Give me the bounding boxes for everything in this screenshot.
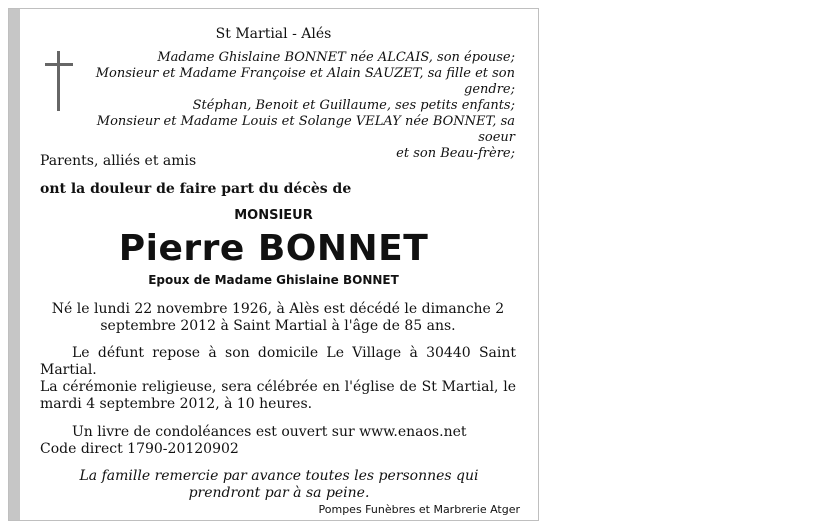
- family-list: [75, 50, 515, 162]
- family-line: et son Beau-frère;: [396, 146, 515, 161]
- thanks-paragraph: [49, 468, 509, 502]
- family-line: Monsieur et Madame Louis et Solange VELAY née BONNET, sa soeur: [96, 114, 515, 145]
- repose-line: Le défunt repose à son domicile Le Village à 30440 Saint Martial.: [40, 345, 516, 378]
- family-line: Monsieur et Madame Françoise et Alain SAUZET, sa fille et son: [95, 66, 515, 81]
- thanks-line: La famille remercie par avance toutes les personnes qui: [79, 468, 479, 484]
- ceremony-line: La cérémonie religieuse, sera célébrée en l'église de St Martial, le mardi 4 septembre 2012, à 10 heures.: [40, 379, 516, 412]
- parents-line: Parents, alliés et amis: [40, 153, 197, 169]
- family-line: gendre;: [464, 82, 515, 97]
- birth-death-paragraph: [40, 301, 516, 335]
- condolences-line: Un livre de condoléances est ouvert sur www.enaos.net: [72, 424, 467, 440]
- deceased-name: Pierre BONNET: [118, 228, 429, 269]
- thanks-line: prendront par à sa peine.: [188, 485, 370, 501]
- funeral-home-credit: Pompes Funèbres et Marbrerie Atger: [318, 503, 520, 516]
- notice-place: St Martial - Alés: [215, 26, 332, 42]
- repose-paragraph: [40, 345, 516, 413]
- condolences-paragraph: [40, 424, 516, 458]
- family-line: Madame Ghislaine BONNET née ALCAIS, son épouse;: [157, 50, 515, 65]
- cross-icon: [45, 51, 73, 113]
- code-line: Code direct 1790-20120902: [40, 441, 239, 457]
- honorific-title: MONSIEUR: [234, 208, 313, 223]
- birth-line: Né le lundi 22 novembre 1926, à Alès est décédé le dimanche 2: [51, 301, 505, 317]
- announce-line: ont la douleur de faire part du décès de: [40, 181, 352, 197]
- obituary-notice: [8, 8, 539, 521]
- spouse-line: Epoux de Madame Ghislaine BONNET: [148, 273, 399, 287]
- family-line: Stéphan, Benoit et Guillaume, ses petits enfants;: [192, 98, 515, 113]
- birth-line: septembre 2012 à Saint Martial à l'âge de 85 ans.: [100, 318, 456, 334]
